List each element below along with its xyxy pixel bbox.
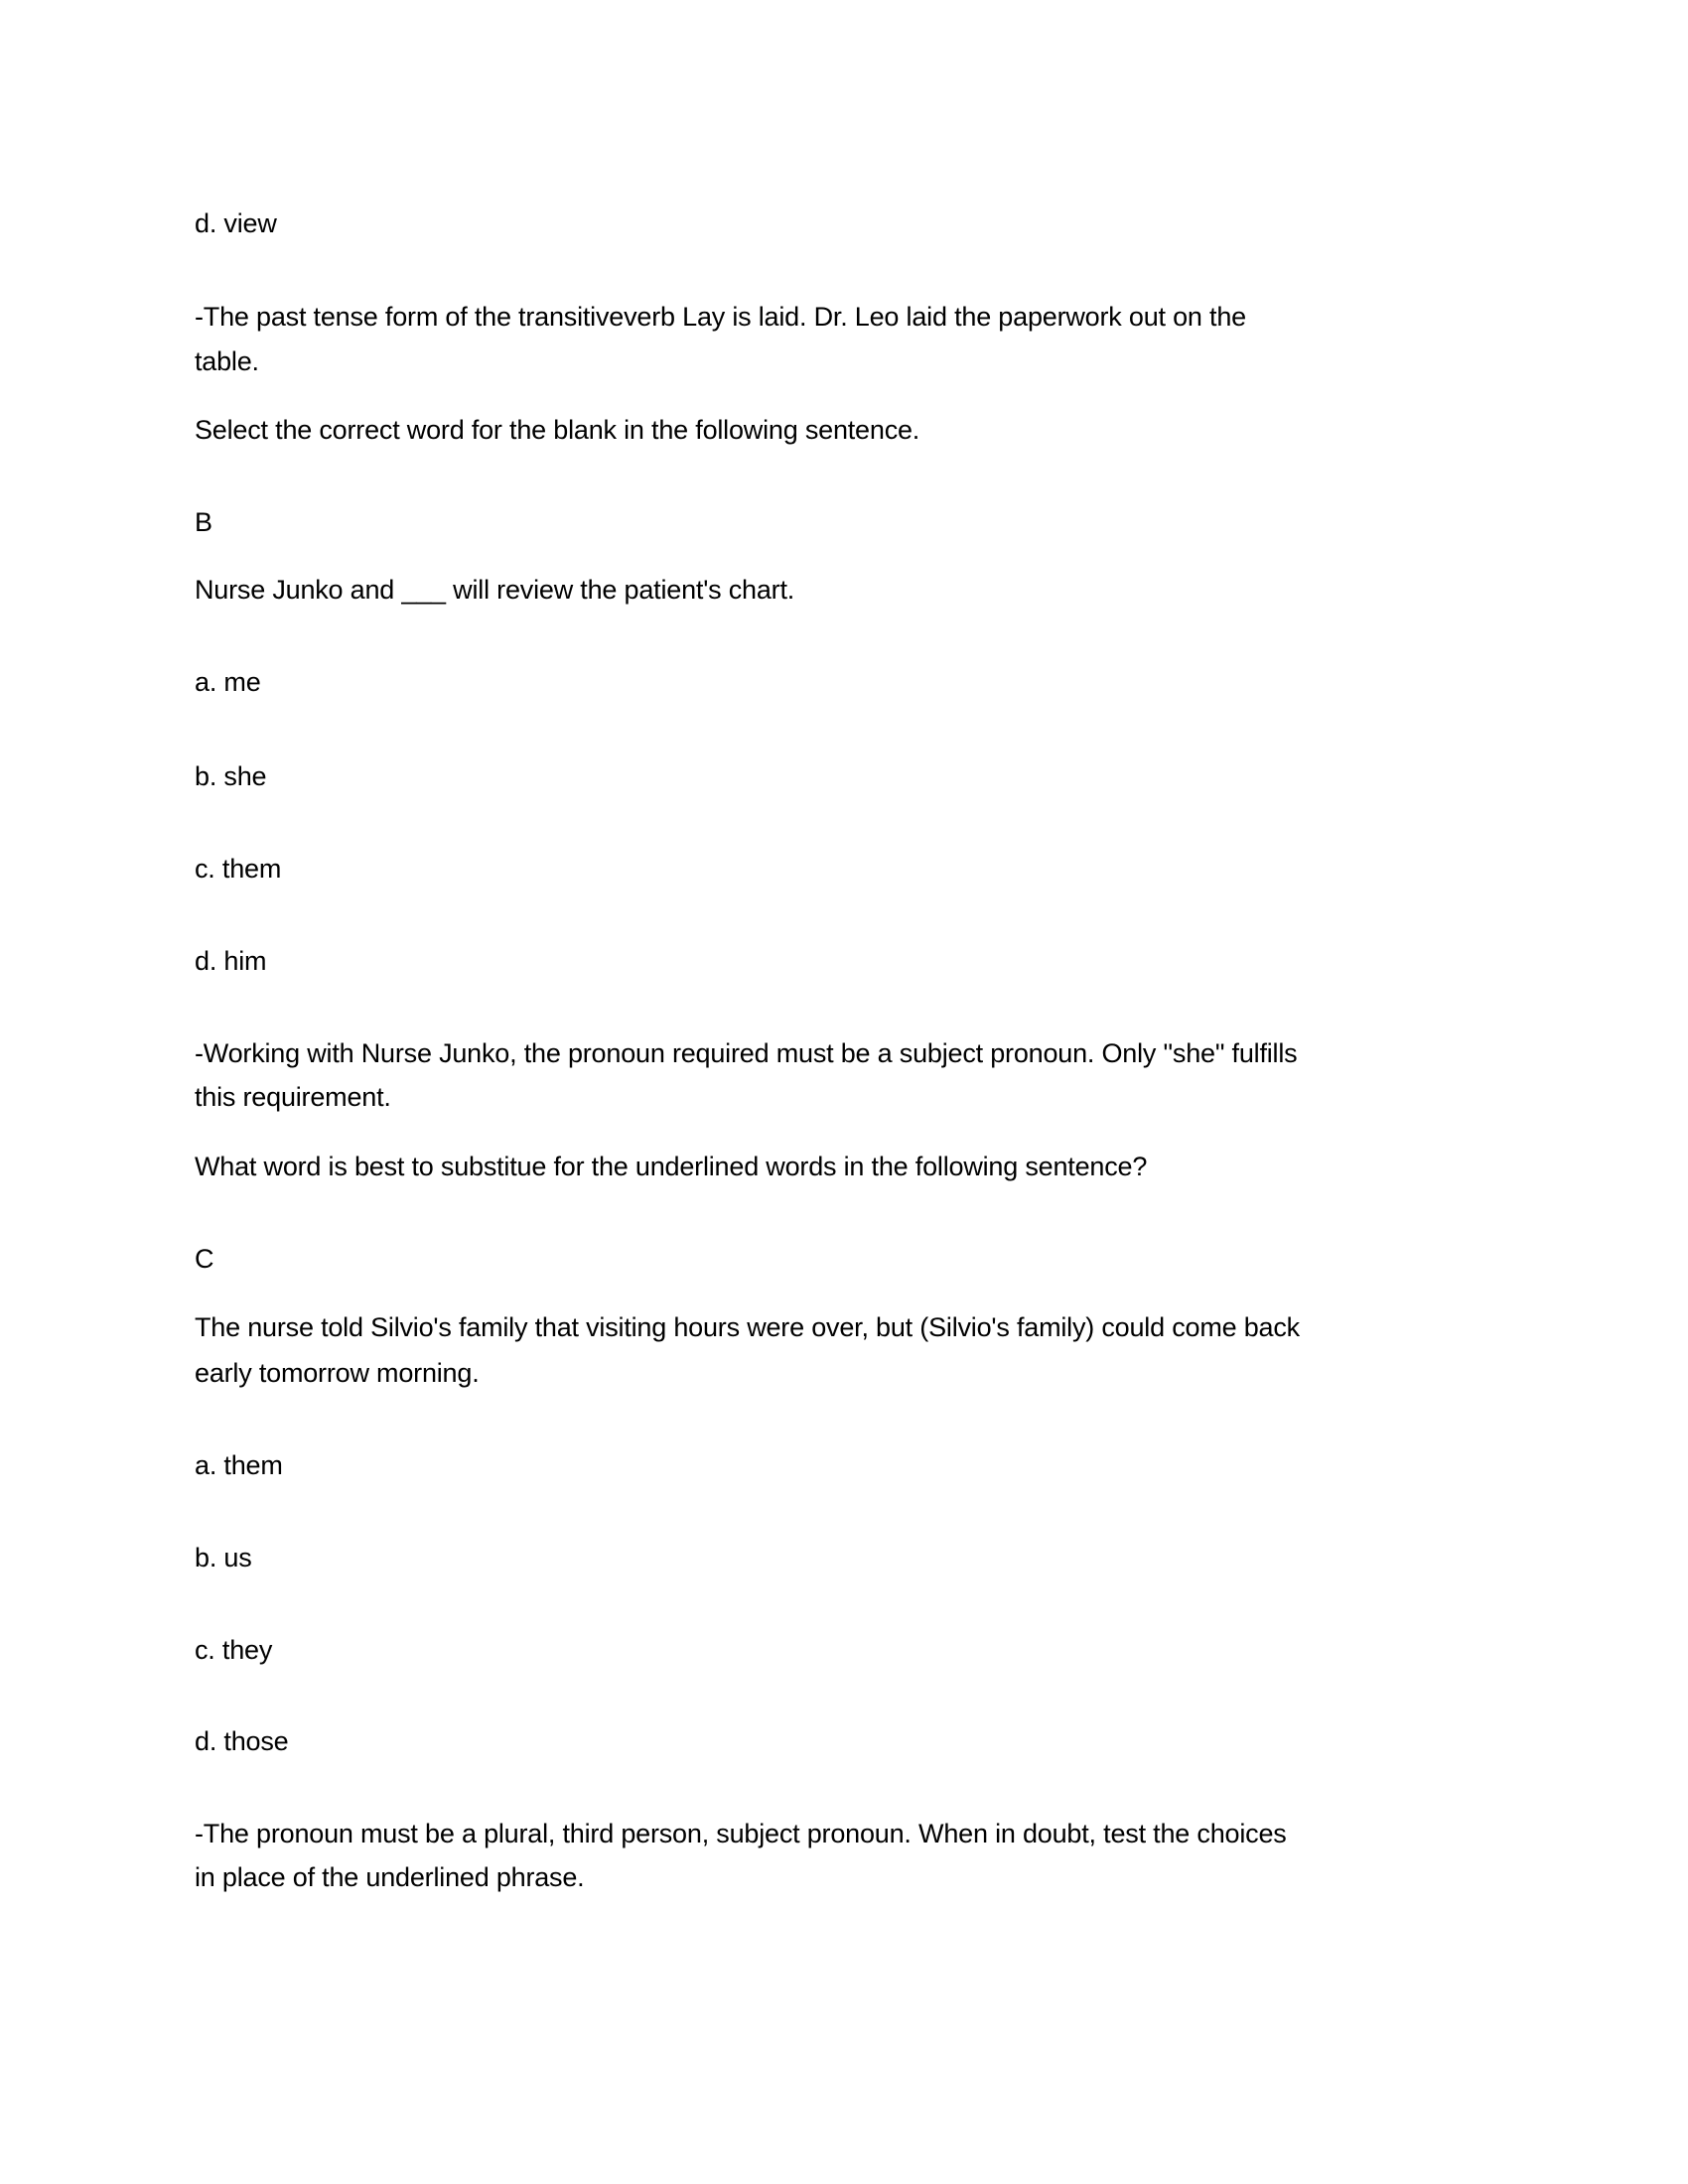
question-sentence: The nurse told Silvio's family that visiting hours were over, but (Silvio's family) could come back (195, 1312, 1300, 1342)
option-a: a. them (195, 1450, 283, 1480)
option-d: d. those (195, 1726, 289, 1756)
option-b: b. us (195, 1543, 252, 1572)
explanation-line: this requirement. (195, 1082, 391, 1112)
question-sentence: early tomorrow morning. (195, 1358, 480, 1388)
explanation-line: -Working with Nurse Junko, the pronoun required must be a subject pronoun. Only "she" fulfills (195, 1038, 1298, 1068)
option-b: b. she (195, 761, 267, 791)
option-d-view: d. view (195, 208, 277, 238)
question-prompt: Select the correct word for the blank in the following sentence. (195, 415, 920, 445)
explanation-line: table. (195, 346, 259, 376)
explanation-line: -The past tense form of the transitiveverb Lay is laid. Dr. Leo laid the paperwork out on the (195, 302, 1246, 332)
option-d: d. him (195, 946, 267, 976)
option-a: a. me (195, 667, 261, 697)
option-c: c. they (195, 1635, 273, 1665)
question-sentence: Nurse Junko and ___ will review the patient's chart. (195, 575, 795, 605)
answer-letter: B (195, 507, 212, 537)
question-prompt: What word is best to substitue for the underlined words in the following sentence? (195, 1152, 1148, 1181)
answer-letter: C (195, 1244, 214, 1274)
explanation-line: in place of the underlined phrase. (195, 1862, 585, 1892)
explanation-line: -The pronoun must be a plural, third person, subject pronoun. When in doubt, test the choices (195, 1819, 1287, 1848)
option-c: c. them (195, 854, 282, 884)
